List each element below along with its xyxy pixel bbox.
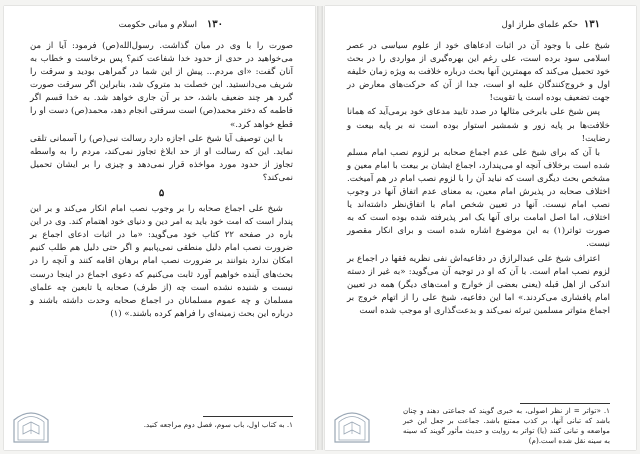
right-page-body [347, 40, 610, 319]
library-stamp-right [331, 404, 373, 444]
right-paragraph-1: شیخ علی با وجود آن در اثبات ادعاهای خود از علوم سیاسی در عصر اسلامی سود برده است، علی رغم این بهره‌گیری از مواردی را در بحث خود تحمیل می‌کند که مهمترین آنها بحث درباره خلافت به ویژه زمان خلیفه اول و خروج‌کنندگان علیه او است، جدا از آن که حرکت‌های معارض در جهت تضعیف بوده است یا تقویت! [347, 41, 610, 104]
right-footnote-rule [520, 403, 610, 404]
right-paragraph-4: اعتراف شیخ علی عبدالرازق در دفاعیه‌اش نفی نظریه فقها در اجماع بر لزوم نصب امام است. با آن که او در توجیه آن می‌گوید: «به غیر از دسته اندکی از اهل قبله (یعنی بعضی از خوارج و امت‌های دیگر) همه در تعیین امام پافشاری می‌کردند.» اما این دفاعیه، شیخ علی را از اتهام خروج بر اجماع متواتر مسلمین تبرئه نمی‌کند و بدعت‌گذاری او موجب شده است [347, 253, 610, 316]
left-paragraph-1: صورت را با وی در میان گذاشت. رسول‌الله(ص) فرمود: آیا از من می‌خواهید در حدی از حدود خدا شفاعت کنم؟ پس برخاست و خطاب به آنان گفت: «ای مردم... پیش از این شما در گمراهی بودید و سرقت را شریف می‌دانستید. این خصلت بد متروک شد، بنابراین اگر سرقت صورت گیرد هر چند ضعیف باشد، حد بر آن جاری خواهد شد. به خدا قسم اگر فاطمه که دختر محمد(ص) است سرقتی انجام دهد، محمد(ص) دست او را قطع خواهد کرد.» [30, 41, 293, 130]
library-stamp-left [10, 404, 52, 444]
left-page [4, 6, 315, 450]
section-number: ۵ [158, 188, 165, 200]
left-page-body [30, 40, 293, 322]
book-gutter [317, 6, 323, 450]
left-footnote: ۱. به کتاب اول، باب سوم، فصل دوم مراجعه کنید. [143, 420, 293, 429]
left-running-title: اسلام و مبانی حکومت [118, 20, 197, 30]
right-page [325, 6, 636, 450]
right-page-number: ۱۳۱ [583, 19, 600, 30]
left-paragraph-2: با این توصیف آیا شیخ علی اجازه دارد رسالت نبی(ص) را آسمانی تلقی نماید. این که رسالت او از حد ابلاغ تجاوز نمی‌کند، مردم را به واسطه تجاوز از حدود مورد مواخذه قرار نمی‌دهد و چیزی را بر ایشان تحمیل نمی‌کند؟ [30, 133, 293, 183]
right-paragraph-3: با آن که برای شیخ علی عدم اجماع صحابه بر لزوم نصب امام مسلم شده است برخلاف آنچه او می‌پندارد، اجماع ایشان بر بیعت با امام معین و مشخص بحث دیگری است که نباید آن را با لزوم نصب امام در هم آمیخت. اختلاف صحابه در پذیرش امام معین، به معنای عدم اتفاق آنها در وجوب نصب امام نیست. آنها در تعیین شخص امام با اتفاق‌نظر داشته‌اند یا اختلاف، اما اصل امامت برای آنها یک امر پذیرفته شده بوده است که به صورت تواتر(۱) به این موضوع اشاره شده است و برای انکار مقصور نیست. [347, 147, 610, 250]
right-page-header [325, 20, 636, 34]
right-paragraph-2: پس شیخ علی بابرخی مثالها در صدد تایید مدعای خود برمی‌آید که همانا خلافت‌ها بر پایه زور و شمشیر استوار بوده است نه بر پایه بیعت و رضایت! [347, 107, 610, 144]
left-paragraph-3: شیخ علی اجماع صحابه را بر وجوب نصب امام انکار می‌کند و بر این پندار است که امت خود باید به امر دین و دنیای خود اهتمام کند. وی در این باره در صفحه ۲۲ کتاب خود می‌گوید: «ما در اثبات ادعای اجماع بر ضرورت نصب امام دلیل منطقی نمی‌پابیم و اگر حتی دلیل هم طلب کنیم امکان ندارد بتوانند بر ضرورت نصب امام برهان اقامه کنند و آنچه را در بحث‌های آینده خواهیم آورد ثابت می‌کنیم که دعوی اجماع در اینجا درست نیست و شنیده نشده است چه (از طرف) صحابه یا تابعین چه علمای مسلمان و چه عموم مسلمانان در اجماع صحابه وحدت داشته باشند و درباره این بحث زمینه‌ای را فراهم کرده باشند.» [30, 204, 293, 319]
right-footnote: ۱. «تواتر = از نظر اصولی، به خبری گویند که جماعتی دهند و چنان باشد که تبانی آنها، بر کذب ممتنع باشد. جماعت بر جعل این خبر مواضعه و تبانی کنند (یا) تواتر به روایت و حدیث مأثور گویند که سینه به سینه نقل شده است.(م) [403, 406, 610, 445]
stamp-emblem-icon [331, 404, 373, 444]
right-running-title: حکم علمای طراز اول [501, 20, 578, 30]
footnote-marker: (۱) [110, 308, 122, 319]
stamp-emblem-icon [10, 404, 52, 444]
left-page-header [4, 20, 315, 34]
left-footnote-rule [203, 416, 293, 417]
left-page-number: ۱۳۰ [206, 19, 223, 30]
